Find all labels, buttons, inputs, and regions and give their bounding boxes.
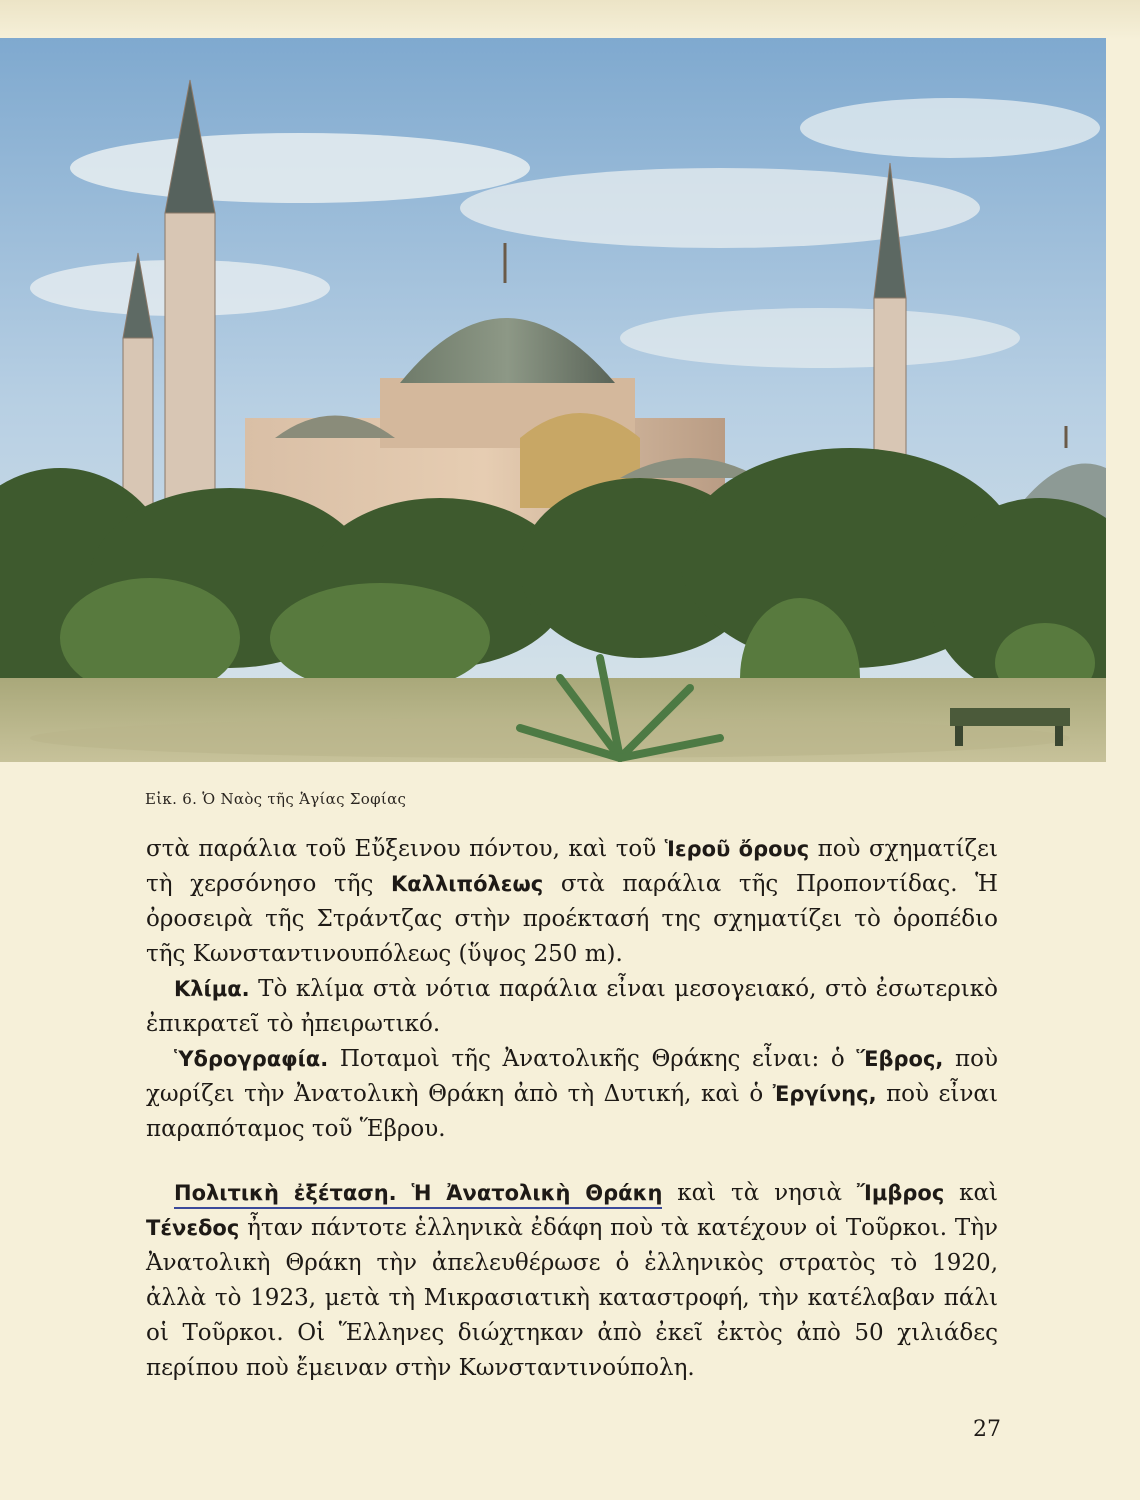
text-run: ποὺ χωρίζει τὴν Ἀνατολικὴ Θράκη ἀπὸ τὴ Δυτική, καὶ ὁ <box>146 1046 998 1107</box>
section-heading: Πολιτικὴ ἐξέταση. <box>174 1181 397 1205</box>
page-number: 27 <box>973 1417 1001 1442</box>
text-run: καὶ <box>944 1180 999 1206</box>
paragraph-political <box>146 1176 998 1386</box>
hagia-sophia-photo <box>0 38 1106 762</box>
text-run: καὶ τὰ νησιὰ <box>662 1180 857 1206</box>
text-run: στὰ παράλια τῆς Προποντίδας. Ἡ ὀροσειρὰ τῆς Στράντζας στὴν προέκτασή της σχηματίζει τὸ ὀροπέδιο τῆς Κωνσταντινουπόλεως (ὕψος 250 m). <box>146 871 998 967</box>
bold-term: Ἕβρος, <box>856 1047 944 1071</box>
text-run: στὰ παράλια τοῦ Εὔξεινου πόντου, καὶ τοῦ <box>146 836 665 862</box>
paragraph-climate <box>146 972 998 1042</box>
text-run: Τὸ κλίμα στὰ νότια παράλια εἶναι μεσογειακό, στὸ ἐσωτερικὸ ἐπικρατεῖ τὸ ἠπειρωτικό. <box>146 976 998 1037</box>
section-heading: Κλίμα. <box>174 977 250 1001</box>
text-run: ἦταν πάντοτε ἑλληνικὰ ἐδάφη ποὺ τὰ κατέχουν οἱ Τοῦρκοι. Τὴν Ἀνατολικὴ Θράκη τὴν ἀπελευθέρωσε ὁ ἑλληνικὸς στρατὸς τὸ 1920, ἀλλὰ τὸ 1923, μετὰ τὴ Μικρασιατικὴ καταστροφή, τὴν κατέλαβαν πάλι οἱ Τοῦρκοι. Οἱ Ἕλληνες διώχτηκαν ἀπὸ ἐκεῖ ἐκτὸς ἀπὸ 50 χιλιάδες περίπου ποὺ ἔμειναν στὴν Κωνσταντινούπολη. <box>146 1215 998 1381</box>
text-run: ποὺ σχηματίζει τὴ χερσόνησο τῆς <box>146 836 998 897</box>
photo-illustration <box>0 38 1106 762</box>
underlined-heading-group <box>174 1180 662 1209</box>
bold-term: Τένεδος <box>146 1216 240 1240</box>
text-run: Ποταμοὶ τῆς Ἀνατολικῆς Θράκης εἶναι: ὁ <box>328 1046 857 1072</box>
section-heading: Ὑδρογραφία. <box>174 1047 329 1071</box>
bold-term: Καλλιπόλεως <box>391 872 544 896</box>
paragraph-geography <box>146 832 998 972</box>
paragraph-hydrography <box>146 1042 998 1147</box>
text-run: ποὺ εἶναι παραπόταμος τοῦ Ἕβρου. <box>146 1081 998 1142</box>
scan-top-edge <box>0 0 1140 40</box>
bold-term: Ἐργίνης, <box>772 1082 877 1106</box>
figure-caption: Εἰκ. 6. Ὁ Ναὸς τῆς Ἁγίας Σοφίας <box>145 790 407 808</box>
bold-term: Ἡ Ἀνατολικὴ Θράκη <box>411 1181 663 1205</box>
bold-term: Ἱεροῦ ὄρους <box>664 837 810 861</box>
bold-term: Ἴμβρος <box>856 1181 945 1205</box>
